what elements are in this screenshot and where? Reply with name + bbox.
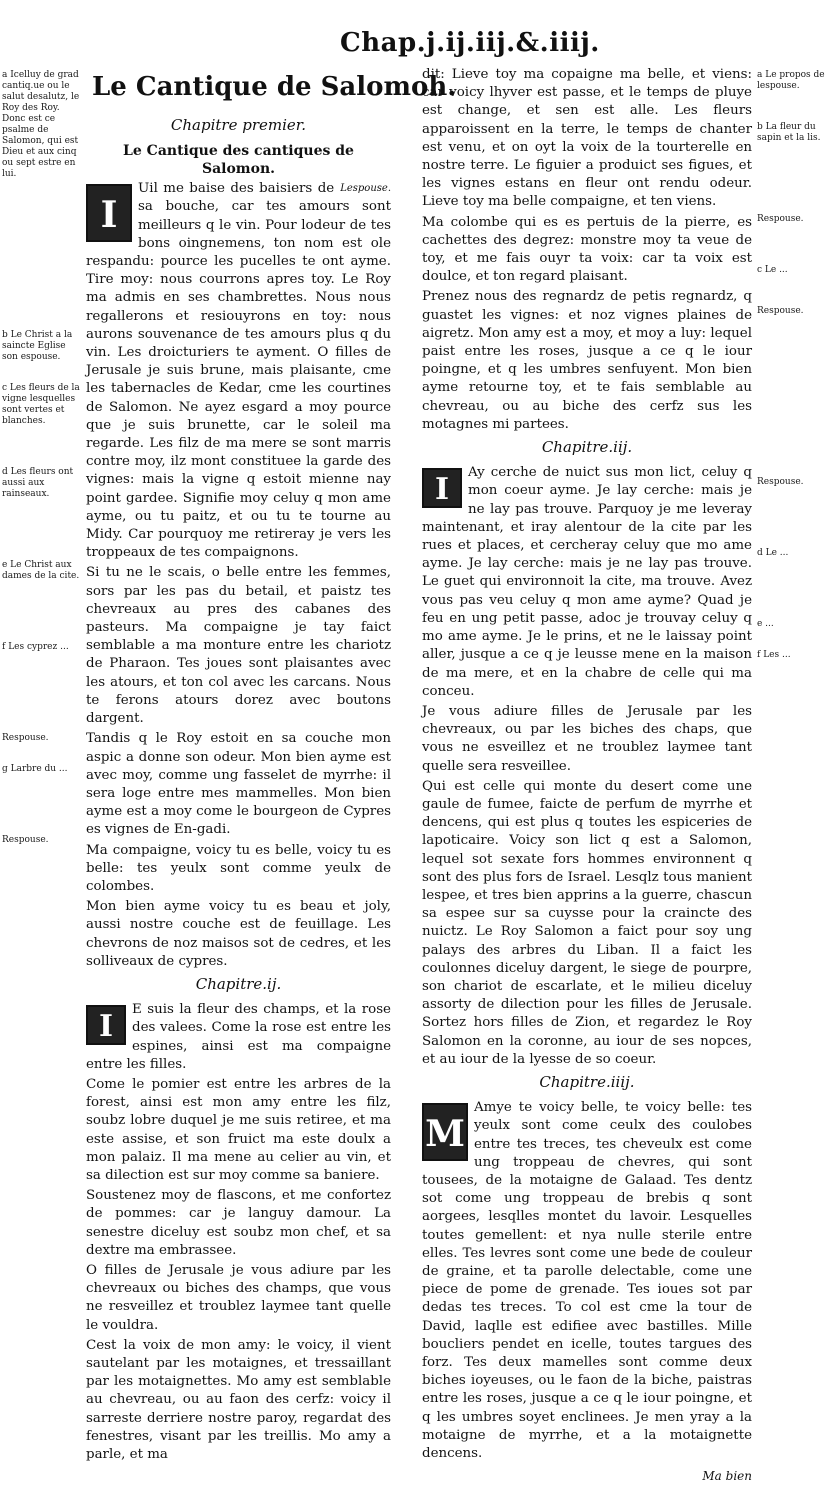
paragraph: Cest la voix de mon amy: le voicy, il vient sautelant par les motaignes, et tressaillant par les motaignettes. Mo amy est semblable au chevreau, ou au faon des cerfz: voicy il sarreste derriere nostre paroy, regardat des fenestres, visant par les treillis. Mo amy a parle, et ma <box>86 1337 391 1463</box>
gloss-note: Respouse. <box>2 733 49 743</box>
paragraph: Prenez nous des regnardz de petis regnardz, q guastet les vignes: et noz vignes plaines de aigretz. Mon amy est a moy, et moy a luy: lequel paist entre les roses, jusque a ce q le iour poingne, et q les umbres senfuyent. Mon bien ayme retourne toy, et te fais semblable au chevreau, ou au biche des cerfz sus les motagnes mi partees. <box>422 289 752 432</box>
gloss-note: b Le Christ a la saincte Eglise son espouse. <box>2 330 73 362</box>
paragraph <box>86 1001 391 1074</box>
gloss-note: c Le ... <box>757 265 788 275</box>
decorated-initial: I <box>422 468 462 508</box>
decorated-initial: I <box>86 1005 126 1045</box>
catchword: Ma bien <box>702 1469 752 1484</box>
right-margin-gloss <box>757 70 835 1220</box>
book-title: Le Cantique de Salomoh. <box>92 72 457 102</box>
speaker-label: Lespouse. <box>340 183 391 195</box>
text-column-right <box>422 66 752 1484</box>
gloss-note: e Le Christ aux dames de la cite. <box>2 560 80 581</box>
gloss-note: e ... <box>757 619 774 629</box>
gloss-note: Respouse. <box>757 477 804 487</box>
decorated-initial: M <box>422 1103 468 1161</box>
paragraph: Soustenez moy de flascons, et me confortez de pommes: car je languy damour. La senestre diceluy est soubz mon chef, et sa dextre ma embrassee. <box>86 1188 391 1258</box>
gloss-note: f Les cyprez ... <box>2 642 69 652</box>
paragraph <box>422 464 752 701</box>
gloss-note: a Le propos de lespouse. <box>757 70 825 91</box>
gloss-note: d Le ... <box>757 548 789 558</box>
text-column-left <box>86 66 457 1463</box>
gloss-note: b La fleur du sapin et la lis. <box>757 122 821 143</box>
paragraph: Ma compaigne, voicy tu es belle, voicy tu es belle: tes yeulx sont comme yeulx de colombes. <box>86 842 391 894</box>
gloss-note: d Les fleurs ont aussi aux rainseaux. <box>2 467 74 499</box>
chapter-heading: Chapitre premier. <box>170 116 307 134</box>
chapter-heading: Chapitre.iiij. <box>539 1072 635 1091</box>
gloss-note: c Les fleurs de la vigne lesquelles sont vertes et blanches. <box>2 383 80 426</box>
paragraph: Tandis q le Roy estoit en sa couche mon aspic a donne son odeur. Mon bien ayme est avec moy, comme ung fasselet de myrrhe: il sera loge entre mes mammelles. Mon bien ayme est a moy come le bourgeon de Cypres es vignes de En-gadi. <box>86 731 391 838</box>
verse-text: Uil me baise des baisiers de sa bouche, car tes amours sont meilleurs q le vin. Pour lodeur de tes bons oingnemens, ton nom est ole respandu: pource les pucelles te ont ayme. Tire moy: nous courrons apres toy. Le Roy ma admis en ses chambrettes. Nous nous regallerons et resiouyrons en toy: nous aurons souvenance de tes amours plus q du vin. Les droicturiers te ayment. O filles de Jerusale je suis brune, mais plaisante, cme les tabernacles de Kedar, cme les courtines de Salomon. Ne ayez esgard a moy pource que je suis brunette, car le soleil ma regarde. Les filz de ma mere se sont marris contre moy, ilz mont constituee la garde des vignes: mais la vigne q estoit mienne nay point gardee. Signifie moy celuy q mon ame ayme, ou tu paitz, et ou tu te tourne au Midy. Car pourquoy me retireray je vers les troppeaux de tes compaignons. <box>86 181 391 561</box>
chapter-heading: Chapitre.ij. <box>195 974 282 993</box>
gloss-note: f Les ... <box>757 650 791 660</box>
paragraph <box>86 180 391 562</box>
paragraph: Qui est celle qui monte du desert come une gaule de fumee, faicte de perfum de myrrhe et dencens, qui est plus q toutes les espiceries de lapoticaire. Voicy son lict q est a Salomon, lequel sot sexate fors hommes environnent q sont des plus fors de Israel. Lesqlz tous manient lespee, et tres bien apprins a la guerre, chascun sa espee sur sa cuysse pour la craincte des nuictz. Le Roy Salomon a faict pour soy ung palays des arbres du Liban. Il a faict les coulonnes diceluy dargent, le siege de pourpre, son chariot de escarlate, et le milieu diceluy assorty de dilection pour les filles de Jerusale. Sortez hors filles de Zion, et regardez le Roy Salomon en la coronne, au iour de ses nopces, et au iour de la lyesse de so coeur. <box>422 778 752 1067</box>
paragraph: Mon bien ayme voicy tu es beau et joly, aussi nostre couche est de feuillage. Les chevrons de noz maisos sot de cedres, et les solliveaux de cypres. <box>86 899 391 969</box>
paragraph: Si tu ne le scais, o belle entre les femmes, sors par les pas du betail, et paistz tes chevreaux au pres des cabanes des pasteurs. Ma compaigne je tay faict semblable a ma monture entre les chariotz de Pharaon. Tes joues sont plaisantes avec les atours, et ton col avec les carcans. Nous te ferons atours dorez avec boutons dargent. <box>86 565 391 727</box>
verse-text: E suis la fleur des champs, et la rose des valees. Come la rose est entre les espines, ainsi est ma compaigne entre les filles. <box>86 1002 391 1072</box>
paragraph: Je vous adiure filles de Jerusale par les chevreaux, ou par les biches des chaps, que vous ne esveillez et ne troublez laymee tant quelle sera resveillee. <box>422 703 752 774</box>
paragraph: Ma colombe qui es es pertuis de la pierre, es cachettes des degrez: monstre moy ta veue de toy, et me fais ouyr ta voix: car ta voix est doulce, et ton regard plaisant. <box>422 214 752 285</box>
paragraph: dit: Lieve toy ma copaigne ma belle, et viens: car voicy lhyver est passe, et le temps de pluye est change, et sen est alle. Les fleurs apparoissent en la terre, le temps de chanter est venu, et on oyt la voix de la tourterelle en nostre terre. Le figuier a produict ses figues, et les vignes estans en fleur ont rendu odeur. Lieve toy ma belle compaigne, et ten viens. <box>422 67 752 210</box>
canticle-subtitle: Le Cantique des cantiques de Salomon. <box>123 143 354 178</box>
gloss-note: a Icelluy de grad cantiq.ue ou le salut desalutz, le Roy des Roy. Donc est ce psalme de Salomon, qui est Dieu et aux cinq ou sept estre en lui. <box>2 70 80 179</box>
paragraph: Come le pomier est entre les arbres de la forest, ainsi est mon amy entre les filz, soubz lobre duquel je me suis retiree, et ma este assise, et son fruict ma este doulx a mon palaiz. Il ma mene au celier au vin, et sa dilection est sur moy comme sa baniere. <box>86 1076 391 1183</box>
verse-text: Amye te voicy belle, te voicy belle: tes yeulx sont come ceulx des coulobes entre tes treces, tes cheveulx est come ung troppeau de chevres, qui sont tousees, de la motaigne de Galaad. Tes dentz sot come ung troppeau de brebis q sont aorgees, lesqlles montet du lavoir. Lesquelles toutes gemellent: et nya nulle sterile entre elles. Tes levres sont come une bede de couleur de graine, et ta parolle delectable, come une piece de pome de grenade. Tes ioues sot par dedas tes treces. To col est cme la tour de David, laqlle est edifiee avec bastilles. Mille boucliers pendet en icelle, toutes targues des forz. Tes deux mamelles sont comme deux biches ioyeuses, ou le faon de la biche, paistras entre les roses, jusque a ce q le iour poingne, et q les umbres soyet enclinees. Je men yray a la motaigne de myrrhe, et a la motaignette dencens. <box>422 1100 752 1462</box>
gloss-note: Respouse. <box>757 214 804 224</box>
paragraph <box>422 1099 752 1463</box>
gloss-note: Respouse. <box>2 835 49 845</box>
gloss-note: Respouse. <box>757 306 804 316</box>
left-margin-gloss <box>2 70 80 1220</box>
decorated-initial: I <box>86 184 132 242</box>
running-header: Chap.j.ij.iij.&.iiij. <box>340 28 600 58</box>
verse-text: Ay cerche de nuict sus mon lict, celuy q mon coeur ayme. Je lay cerche: mais je ne lay pas trouve. Parquoy je me leveray maintenant, et iray alentour de la cite par les rues et places, et cercheray celuy que mo ame ayme. Je lay cerche: mais je ne lay pas trouve. Le guet qui environnoit la cite, ma trouve. Avez vous pas veu celuy q mon ame ayme? Quad je feu en ung petit passe, adoc je trouvay celuy q mo ame ayme. Je le prins, et ne le laissay point aller, jusque a ce q je leusse mene en la maison de ma mere, et en la chabre de celle qui ma conceu. <box>422 465 752 699</box>
paragraph: O filles de Jerusale je vous adiure par les chevreaux ou biches des champs, que vous ne resveillez et troublez laymee tant quelle le vouldra. <box>86 1262 391 1333</box>
gloss-note: g Larbre du ... <box>2 764 68 774</box>
chapter-heading: Chapitre.iij. <box>541 438 633 457</box>
